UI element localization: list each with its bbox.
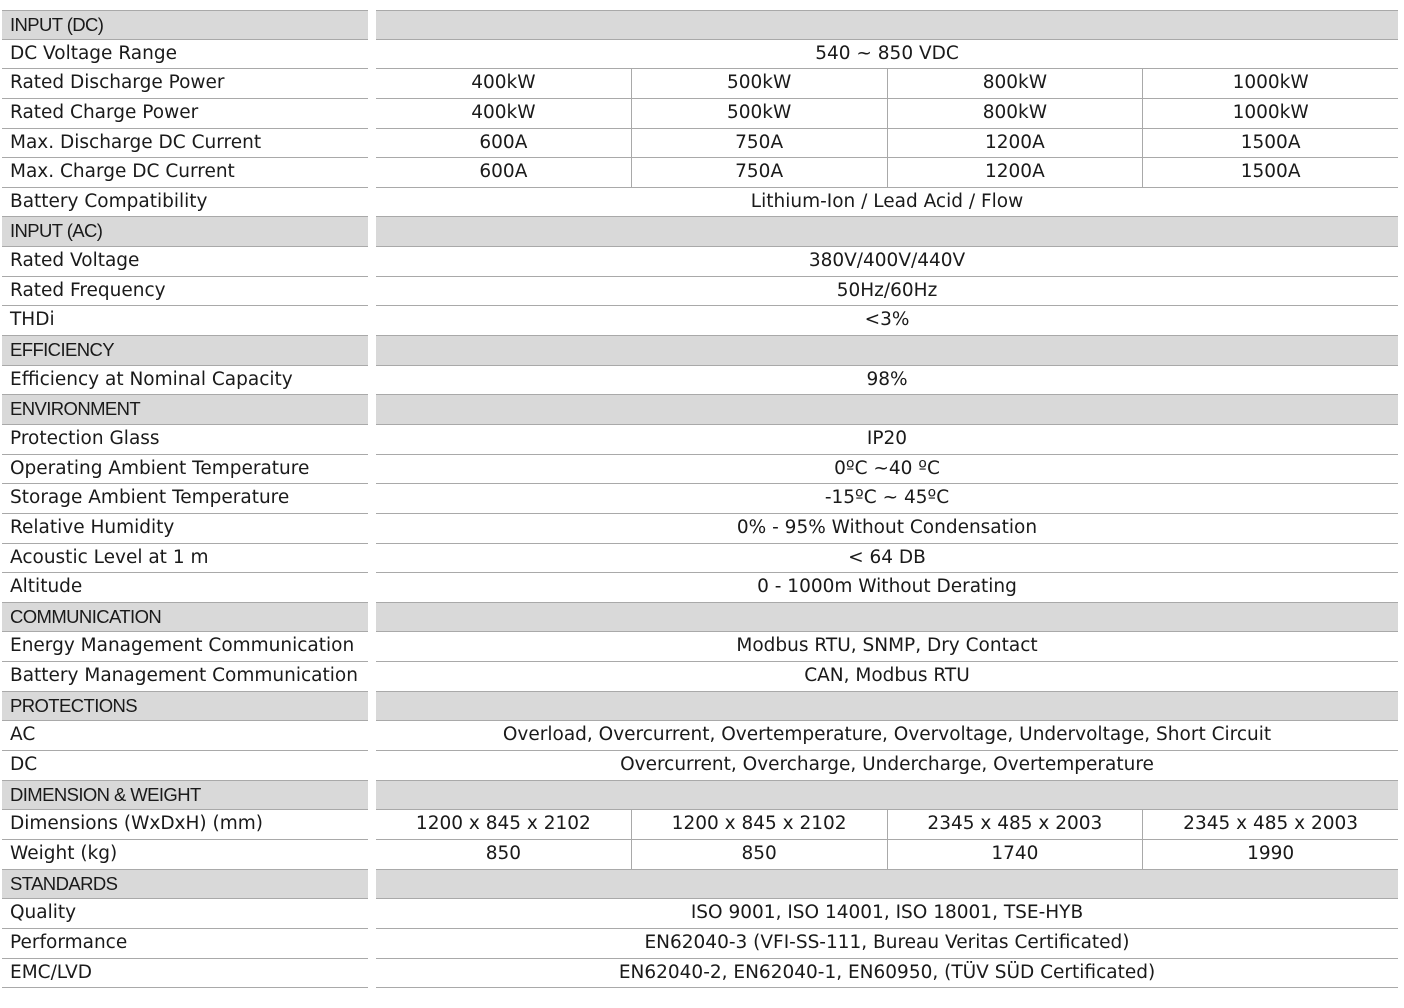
spec-value: 500kW bbox=[631, 69, 887, 98]
spec-value: 850 bbox=[631, 840, 887, 869]
column-gap bbox=[368, 573, 376, 603]
spec-values bbox=[376, 247, 1398, 277]
column-gap bbox=[368, 632, 376, 662]
column-gap bbox=[368, 366, 376, 396]
spec-row bbox=[2, 366, 1398, 396]
spec-row bbox=[2, 662, 1398, 692]
spec-label: Energy Management Communication bbox=[2, 632, 368, 662]
spec-values bbox=[376, 662, 1398, 692]
spec-values bbox=[376, 425, 1398, 455]
spec-value: Modbus RTU, SNMP, Dry Contact bbox=[736, 635, 1038, 657]
section-fill bbox=[376, 336, 1398, 366]
section-fill bbox=[376, 395, 1398, 425]
column-gap bbox=[368, 455, 376, 485]
spec-value: 1500A bbox=[1142, 158, 1398, 187]
spec-row bbox=[2, 129, 1398, 159]
spec-row bbox=[2, 544, 1398, 574]
column-gap bbox=[368, 247, 376, 277]
section-fill bbox=[376, 870, 1398, 900]
spec-values bbox=[376, 40, 1398, 70]
spec-value: 1200 x 845 x 2102 bbox=[631, 810, 887, 839]
section-header-row bbox=[2, 692, 1398, 722]
column-gap bbox=[368, 99, 376, 129]
spec-value: -15ºC ~ 45ºC bbox=[824, 487, 950, 509]
section-header-row bbox=[2, 395, 1398, 425]
column-gap bbox=[368, 840, 376, 870]
column-gap bbox=[368, 336, 376, 366]
spec-value: 0ºC ~40 ºC bbox=[834, 457, 940, 479]
spec-values bbox=[376, 306, 1398, 336]
spec-label: Battery Management Communication bbox=[2, 662, 368, 692]
spec-row bbox=[2, 306, 1398, 336]
spec-row bbox=[2, 751, 1398, 781]
spec-row bbox=[2, 277, 1398, 307]
spec-value: 850 bbox=[485, 842, 522, 864]
section-header-row bbox=[2, 603, 1398, 633]
spec-values bbox=[376, 366, 1398, 396]
spec-row bbox=[2, 632, 1398, 662]
spec-value: 0 - 1000m Without Derating bbox=[757, 576, 1017, 598]
section-title: DIMENSION & WEIGHT bbox=[2, 781, 368, 811]
spec-row bbox=[2, 99, 1398, 129]
column-gap bbox=[368, 514, 376, 544]
spec-label: Acoustic Level at 1 m bbox=[2, 544, 368, 574]
spec-values bbox=[376, 455, 1398, 485]
spec-label: Efficiency at Nominal Capacity bbox=[2, 366, 368, 396]
section-title: INPUT (AC) bbox=[2, 217, 368, 247]
spec-value: 400kW bbox=[471, 101, 536, 123]
column-gap bbox=[368, 692, 376, 722]
column-gap bbox=[368, 69, 376, 99]
spec-value: 1000kW bbox=[1142, 99, 1398, 128]
column-gap bbox=[368, 929, 376, 959]
column-gap bbox=[368, 129, 376, 159]
column-gap bbox=[368, 306, 376, 336]
spec-value: 1500A bbox=[1142, 129, 1398, 158]
spec-value: Overload, Overcurrent, Overtemperature, Overvoltage, Undervoltage, Short Circuit bbox=[502, 724, 1272, 746]
column-gap bbox=[368, 810, 376, 840]
spec-value: 750A bbox=[631, 158, 887, 187]
spec-value: 380V/400V/440V bbox=[808, 250, 966, 272]
spec-label: Rated Voltage bbox=[2, 247, 368, 277]
spec-row bbox=[2, 40, 1398, 70]
spec-value: 500kW bbox=[631, 99, 887, 128]
column-gap bbox=[368, 217, 376, 247]
spec-label: Relative Humidity bbox=[2, 514, 368, 544]
spec-label: Rated Discharge Power bbox=[2, 69, 368, 99]
spec-row bbox=[2, 425, 1398, 455]
spec-value: 1990 bbox=[1142, 840, 1398, 869]
spec-values bbox=[376, 721, 1398, 751]
spec-label: Weight (kg) bbox=[2, 840, 368, 870]
spec-row bbox=[2, 188, 1398, 218]
section-title: INPUT (DC) bbox=[2, 10, 368, 40]
spec-value: 0% - 95% Without Condensation bbox=[736, 516, 1038, 538]
spec-label: Battery Compatibility bbox=[2, 188, 368, 218]
spec-value: 1200 x 845 x 2102 bbox=[415, 813, 591, 835]
spec-values bbox=[376, 573, 1398, 603]
spec-values bbox=[376, 810, 1398, 840]
section-fill bbox=[376, 10, 1398, 40]
section-fill bbox=[376, 603, 1398, 633]
spec-label: EMC/LVD bbox=[2, 959, 368, 989]
spec-values bbox=[376, 188, 1398, 218]
spec-value: ISO 9001, ISO 14001, ISO 18001, TSE-HYB bbox=[690, 902, 1084, 924]
column-gap bbox=[368, 781, 376, 811]
spec-value: 540 ~ 850 VDC bbox=[815, 42, 959, 64]
section-fill bbox=[376, 217, 1398, 247]
spec-value: CAN, Modbus RTU bbox=[804, 665, 970, 687]
spec-value: EN62040-2, EN62040-1, EN60950, (TÜV SÜD Certificated) bbox=[618, 961, 1156, 983]
section-header-row bbox=[2, 336, 1398, 366]
spec-row bbox=[2, 899, 1398, 929]
column-gap bbox=[368, 277, 376, 307]
spec-values bbox=[376, 899, 1398, 929]
spec-values bbox=[376, 840, 1398, 870]
column-gap bbox=[368, 484, 376, 514]
spec-values bbox=[376, 632, 1398, 662]
spec-values bbox=[376, 929, 1398, 959]
spec-value: 1000kW bbox=[1142, 69, 1398, 98]
section-title: STANDARDS bbox=[2, 870, 368, 900]
spec-row bbox=[2, 514, 1398, 544]
section-title: ENVIRONMENT bbox=[2, 395, 368, 425]
spec-value: 800kW bbox=[887, 69, 1143, 98]
section-header-row bbox=[2, 781, 1398, 811]
spec-label: Rated Frequency bbox=[2, 277, 368, 307]
spec-row bbox=[2, 810, 1398, 840]
spec-value: 1200A bbox=[887, 158, 1143, 187]
spec-values bbox=[376, 69, 1398, 99]
spec-row bbox=[2, 721, 1398, 751]
column-gap bbox=[368, 544, 376, 574]
spec-value: 750A bbox=[631, 129, 887, 158]
column-gap bbox=[368, 40, 376, 70]
spec-row bbox=[2, 573, 1398, 603]
spec-values bbox=[376, 484, 1398, 514]
spec-label: Quality bbox=[2, 899, 368, 929]
column-gap bbox=[368, 899, 376, 929]
spec-row bbox=[2, 484, 1398, 514]
spec-values bbox=[376, 129, 1398, 159]
spec-values bbox=[376, 751, 1398, 781]
section-header-row bbox=[2, 217, 1398, 247]
spec-values bbox=[376, 514, 1398, 544]
column-gap bbox=[368, 959, 376, 989]
spec-label: Protection Glass bbox=[2, 425, 368, 455]
spec-row bbox=[2, 959, 1398, 989]
column-gap bbox=[368, 188, 376, 218]
column-gap bbox=[368, 10, 376, 40]
spec-values bbox=[376, 158, 1398, 188]
spec-row bbox=[2, 69, 1398, 99]
column-gap bbox=[368, 870, 376, 900]
section-header-row bbox=[2, 10, 1398, 40]
spec-row bbox=[2, 158, 1398, 188]
column-gap bbox=[368, 158, 376, 188]
spec-row bbox=[2, 840, 1398, 870]
spec-value: 2345 x 485 x 2003 bbox=[887, 810, 1143, 839]
spec-value: 800kW bbox=[887, 99, 1143, 128]
section-fill bbox=[376, 781, 1398, 811]
spec-label: DC bbox=[2, 751, 368, 781]
column-gap bbox=[368, 425, 376, 455]
spec-value: Overcurrent, Overcharge, Undercharge, Overtemperature bbox=[620, 754, 1154, 776]
spec-row bbox=[2, 247, 1398, 277]
section-title: COMMUNICATION bbox=[2, 603, 368, 633]
spec-label: AC bbox=[2, 721, 368, 751]
spec-row bbox=[2, 929, 1398, 959]
spec-value: 98% bbox=[866, 368, 908, 390]
section-title: PROTECTIONS bbox=[2, 692, 368, 722]
spec-label: Max. Discharge DC Current bbox=[2, 129, 368, 159]
column-gap bbox=[368, 662, 376, 692]
section-header-row bbox=[2, 870, 1398, 900]
column-gap bbox=[368, 395, 376, 425]
spec-label: Performance bbox=[2, 929, 368, 959]
section-title: EFFICIENCY bbox=[2, 336, 368, 366]
spec-value: < 64 DB bbox=[848, 546, 926, 568]
section-fill bbox=[376, 692, 1398, 722]
spec-values bbox=[376, 959, 1398, 989]
spec-label: Rated Charge Power bbox=[2, 99, 368, 129]
spec-value: EN62040-3 (VFI-SS-111, Bureau Veritas Certificated) bbox=[644, 931, 1130, 953]
column-gap bbox=[368, 721, 376, 751]
spec-value: 600A bbox=[479, 131, 528, 153]
spec-label: DC Voltage Range bbox=[2, 40, 368, 70]
spec-values bbox=[376, 277, 1398, 307]
spec-value: 400kW bbox=[471, 72, 536, 94]
spec-value: 50Hz/60Hz bbox=[836, 279, 938, 301]
spec-label: Altitude bbox=[2, 573, 368, 603]
column-gap bbox=[368, 603, 376, 633]
spec-values bbox=[376, 99, 1398, 129]
spec-row bbox=[2, 455, 1398, 485]
spec-value: Lithium-Ion / Lead Acid / Flow bbox=[750, 190, 1024, 212]
spec-value: 1740 bbox=[887, 840, 1143, 869]
spec-label: Storage Ambient Temperature bbox=[2, 484, 368, 514]
spec-values bbox=[376, 544, 1398, 574]
spec-value: 1200A bbox=[887, 129, 1143, 158]
spec-table bbox=[2, 10, 1398, 988]
spec-value: IP20 bbox=[866, 427, 908, 449]
column-gap bbox=[368, 751, 376, 781]
spec-value: 600A bbox=[479, 161, 528, 183]
spec-value: 2345 x 485 x 2003 bbox=[1142, 810, 1398, 839]
spec-value: <3% bbox=[864, 309, 910, 331]
spec-label: THDi bbox=[2, 306, 368, 336]
spec-label: Dimensions (WxDxH) (mm) bbox=[2, 810, 368, 840]
spec-label: Operating Ambient Temperature bbox=[2, 455, 368, 485]
spec-label: Max. Charge DC Current bbox=[2, 158, 368, 188]
